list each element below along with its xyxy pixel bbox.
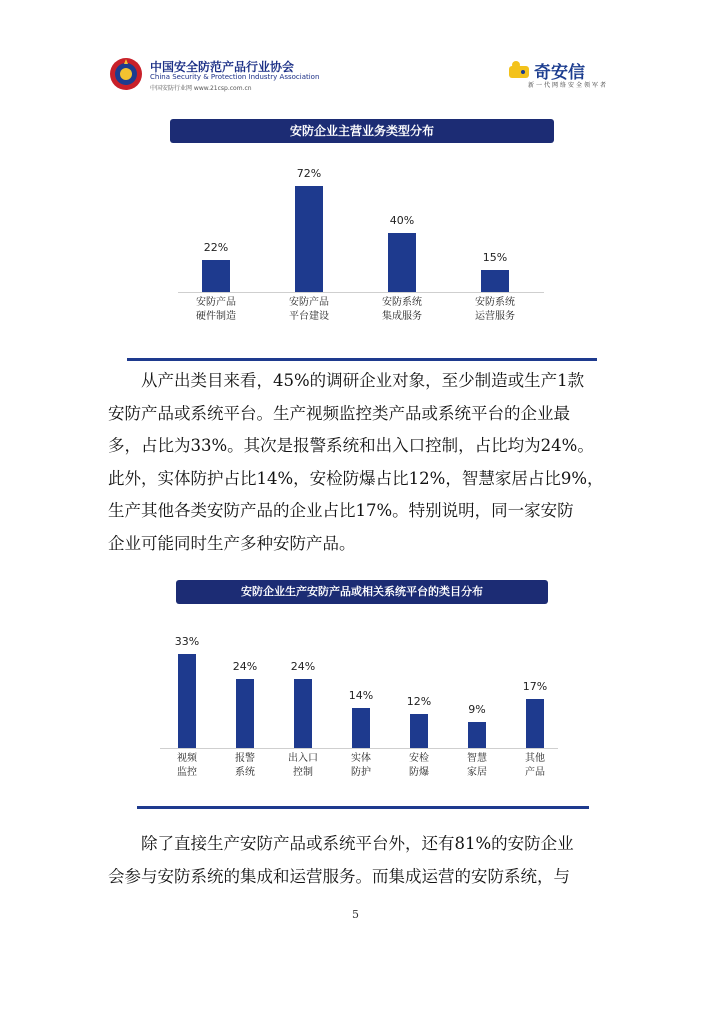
para2-line: 会参与安防系统的集成和运营服务。而集成运营的安防系统，与 [108,866,570,886]
chart2-data-label: 9% [468,703,486,717]
category-label-line: 安防产品 [289,297,329,308]
category-label-line: 平台建设 [289,311,329,322]
chart1-bar [388,233,416,292]
category-label-line: 其他 [525,753,545,764]
category-label-line: 控制 [293,767,313,778]
category-label-line: 产品 [525,767,545,778]
para1-line: 生产其他各类安防产品的企业占比17%。特别说明，同一家安防 [108,501,574,520]
chart1-category-label [181,296,251,324]
page-number: 5 [352,908,359,921]
chart2-data-label: 24% [232,660,258,674]
category-label-line: 报警 [235,753,255,764]
chart1-bottom-rule [127,358,597,361]
chart2-axis-line [160,748,558,749]
chart1-data-label: 72% [296,167,322,181]
chart2-data-label: 17% [522,680,548,694]
chart1-data-label: 22% [203,240,229,254]
chart2-bar [236,679,254,748]
partner-name: 奇安信 [534,63,585,83]
category-label-line: 硬件制造 [196,311,236,322]
chart1-bar [202,260,230,292]
category-label-line: 安检 [409,753,429,764]
chart2-title: 安防企业生产安防产品或相关系统平台的类目分布 [176,580,548,604]
association-logo [108,56,144,92]
chart2-data-label: 33% [174,634,200,648]
chart2-data-label: 24% [290,660,316,674]
category-label-line: 防护 [351,767,371,778]
category-label-line: 实体 [351,753,371,764]
chart2-bar [352,708,370,748]
chart2-data-label: 12% [406,694,432,708]
chart2-bar [410,714,428,748]
para2-line: 除了直接生产安防产品或系统平台外，还有81%的安防企业 [108,834,574,853]
chart2-bottom-rule [137,806,589,809]
chart2-data-label: 14% [348,688,374,702]
category-label-line: 监控 [177,767,197,778]
chart1-data-label: 40% [389,214,415,228]
category-label-line: 智慧 [467,753,487,764]
para1-line: 此外，实体防护占比14%，安检防爆占比12%，智慧家居占比9%， [108,468,604,488]
chart1-title: 安防企业主营业务类型分布 [170,119,554,143]
category-label-line: 系统 [235,767,255,778]
para1-line: 从产出类目来看，45%的调研企业对象，至少制造或生产1款 [108,371,585,390]
association-name-cn: 中国安全防范产品行业协会 [150,60,295,74]
paragraph-2 [108,828,616,893]
para1-line: 企业可能同时生产多种安防产品。 [108,533,356,553]
chart1-category-label [367,296,437,324]
chart2-bar [294,679,312,748]
chart1-bar [295,186,323,292]
partner-slogan: 新一代网络安全领军者 [528,82,609,89]
association-name-en: China Security & Protection Industry Association [150,73,320,81]
chart1-axis-line [178,292,544,293]
association-website: 中国安防行业网 www.21csp.com.cn [150,85,252,92]
chart2-category-label [500,752,570,780]
chart2-bar [468,722,486,748]
para1-line: 多，占比为33%。其次是报警系统和出入口控制，占比均为24%。 [108,436,594,455]
category-label-line: 安防系统 [382,297,422,308]
chart1-bar [481,270,509,292]
chart1-category-label [274,296,344,324]
category-label-line: 运营服务 [475,311,515,322]
chart1-category-label [460,296,530,324]
category-label-line: 安防产品 [196,297,236,308]
category-label-line: 防爆 [409,767,429,778]
category-label-line: 集成服务 [382,311,422,322]
chart2-bar [178,654,196,748]
paragraph-1 [108,365,616,560]
category-label-line: 家居 [467,767,487,778]
category-label-line: 安防系统 [475,297,515,308]
para1-line: 安防产品或系统平台。生产视频监控类产品或系统平台的企业最 [108,403,570,423]
category-label-line: 出入口 [288,753,318,764]
chart2-bar [526,699,544,748]
qianxin-logo [508,60,530,80]
category-label-line: 视频 [177,753,197,764]
chart1-data-label: 15% [482,250,508,264]
